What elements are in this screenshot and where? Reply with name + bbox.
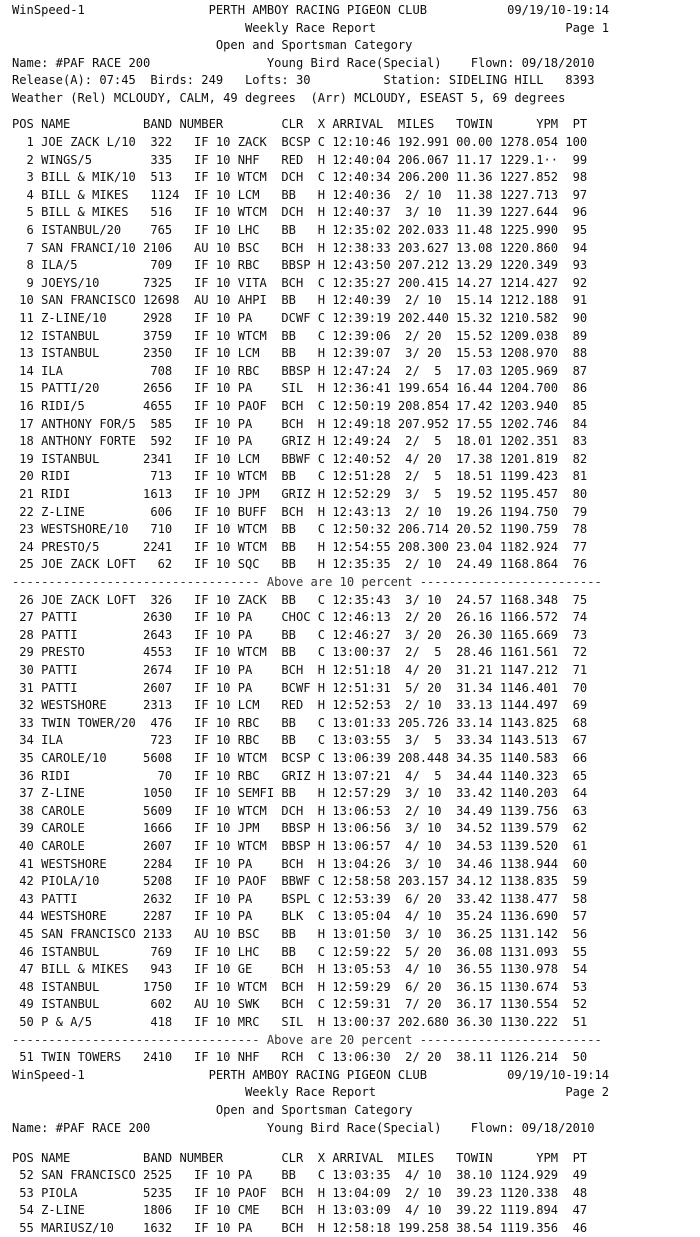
page2-header-line: Open and Sportsman Category <box>12 1103 413 1117</box>
result-row: 55 MARIUSZ/10 1632 IF 10 PA BCH H 12:58:18 199.258 38.54 1119.356 46 <box>12 1220 588 1235</box>
result-row: 17 ANTHONY FOR/5 585 IF 10 PA BCH H 12:49:18 207.952 17.55 1202.746 84 <box>12 416 588 431</box>
result-row: 37 Z-LINE 1050 IF 10 SEMFI BB H 12:57:29 3/ 10 33.42 1140.203 64 <box>12 786 588 801</box>
result-row: 52 SAN FRANCISCO 2525 IF 10 PA BB C 13:03:35 4/ 10 38.10 1124.929 49 <box>12 1168 588 1183</box>
result-row: 11 Z-LINE/10 2928 IF 10 PA DCWF C 12:39:19 202.440 15.32 1210.582 90 <box>12 311 588 325</box>
page2-header-line: Name: #PAF RACE 200 Young Bird Race(Special) Flown: 09/18/2010 <box>12 1120 595 1135</box>
result-row: 27 PATTI 2630 IF 10 PA CHOC C 12:46:13 2/ 20 26.16 1166.572 74 <box>12 610 588 625</box>
result-row: 54 Z-LINE 1806 IF 10 CME BCH H 13:03:09 4/ 10 39.22 1119.894 47 <box>12 1203 588 1218</box>
result-row: 13 ISTANBUL 2350 IF 10 LCM BB H 12:39:07 3/ 20 15.53 1208.970 88 <box>12 346 588 361</box>
result-row: 10 SAN FRANCISCO 12698 AU 10 AHPI BB H 12:40:39 2/ 10 15.14 1212.188 91 <box>12 293 588 308</box>
page1-header-line: Open and Sportsman Category <box>12 38 413 53</box>
result-row: 35 CAROLE/10 5608 IF 10 WTCM BCSP C 13:06:39 208.448 34.35 1140.583 66 <box>12 751 588 765</box>
result-row: 47 BILL & MIKES 943 IF 10 GE BCH H 13:05:53 4/ 10 36.55 1130.978 54 <box>12 962 588 977</box>
result-row: 18 ANTHONY FORTE 592 IF 10 PA GRIZ H 12:49:24 2/ 5 18.01 1202.351 83 <box>12 434 588 449</box>
page2-header-line: Weekly Race Report Page 2 <box>12 1085 610 1100</box>
result-row: 24 PRESTO/5 2241 IF 10 WTCM BB H 12:54:55 208.300 23.04 1182.924 77 <box>12 539 588 554</box>
result-row: 38 CAROLE 5609 IF 10 WTCM DCH H 13:06:53 2/ 10 34.49 1139.756 63 <box>12 803 588 818</box>
result-row: 42 PIOLA/10 5208 IF 10 PAOF BBWF C 12:58:58 203.157 34.12 1138.835 59 <box>12 874 588 889</box>
result-row: 41 WESTSHORE 2284 IF 10 PA BCH H 13:04:26 3/ 10 34.46 1138.944 60 <box>12 856 588 871</box>
result-row: 12 ISTANBUL 3759 IF 10 WTCM BB C 12:39:06 2/ 20 15.52 1209.038 89 <box>12 328 588 343</box>
result-row: 21 RIDI 1613 IF 10 JPM GRIZ H 12:52:29 3/ 5 19.52 1195.457 80 <box>12 487 588 501</box>
result-row: 22 Z-LINE 606 IF 10 BUFF BCH H 12:43:13 2/ 10 19.26 1194.750 79 <box>12 504 588 519</box>
result-row: 26 JOE ZACK LOFT 326 IF 10 ZACK BB C 12:35:43 3/ 10 24.57 1168.348 75 <box>12 592 588 607</box>
result-row: 48 ISTANBUL 1750 IF 10 WTCM BCH H 12:59:29 6/ 20 36.15 1130.674 53 <box>12 979 588 994</box>
result-row: 29 PRESTO 4553 IF 10 WTCM BB C 13:00:37 2/ 5 28.46 1161.561 72 <box>12 645 588 660</box>
result-row: 45 SAN FRANCISCO 2133 AU 10 BSC BB H 13:01:50 3/ 10 36.25 1131.142 56 <box>12 927 588 941</box>
page1-header-line: Name: #PAF RACE 200 Young Bird Race(Special) Flown: 09/18/2010 <box>12 55 595 70</box>
result-row: 14 ILA 708 IF 10 RBC BBSP H 12:47:24 2/ 5 17.03 1205.969 87 <box>12 363 588 378</box>
page2-header-line: WinSpeed-1 PERTH AMBOY RACING PIGEON CLUB 09/19/10-19:14 <box>12 1067 610 1082</box>
page1-header-line: Release(A): 07:45 Birds: 249 Lofts: 30 Station: SIDELING HILL 8393 <box>12 73 595 88</box>
result-row: 40 CAROLE 2607 IF 10 WTCM BBSP H 13:06:57 4/ 10 34.53 1139.520 61 <box>12 839 588 853</box>
result-row: 7 SAN FRANCI/10 2106 AU 10 BSC BCH H 12:38:33 203.627 13.08 1220.860 94 <box>12 240 588 255</box>
result-row: 23 WESTSHORE/10 710 IF 10 WTCM BB C 12:50:32 206.714 20.52 1190.759 78 <box>12 522 588 537</box>
column-header: POS NAME BAND NUMBER CLR X ARRIVAL MILES TOWIN YPM PT <box>12 117 588 132</box>
result-row: 1 JOE ZACK L/10 322 IF 10 ZACK BCSP C 12:10:46 192.991 00.00 1278.054 100 <box>12 135 588 149</box>
result-row: 33 TWIN TOWER/20 476 IF 10 RBC BB C 13:01:33 205.726 33.14 1143.825 68 <box>12 715 588 730</box>
result-row: 4 BILL & MIKES 1124 IF 10 LCM BB H 12:40:36 2/ 10 11.38 1227.713 97 <box>12 187 588 202</box>
result-row: 2 WINGS/5 335 IF 10 NHF RED H 12:40:04 206.067 11.17 1229.1·· 99 <box>12 152 588 167</box>
result-row: 43 PATTI 2632 IF 10 PA BSPL C 12:53:39 6/ 20 33.42 1138.477 58 <box>12 891 588 906</box>
result-row: 25 JOE ZACK LOFT 62 IF 10 SQC BB H 12:35:35 2/ 10 24.49 1168.864 76 <box>12 557 588 572</box>
result-row: 34 ILA 723 IF 10 RBC BB C 13:03:55 3/ 5 33.34 1143.513 67 <box>12 733 588 748</box>
result-row: 3 BILL & MIK/10 513 IF 10 WTCM DCH C 12:40:34 206.200 11.36 1227.852 98 <box>12 170 588 185</box>
result-row: 5 BILL & MIKES 516 IF 10 WTCM DCH H 12:40:37 3/ 10 11.39 1227.644 96 <box>12 205 588 220</box>
result-row: 28 PATTI 2643 IF 10 PA BB C 12:46:27 3/ 20 26.30 1165.669 73 <box>12 627 588 642</box>
result-row: 36 RIDI 70 IF 10 RBC GRIZ H 13:07:21 4/ 5 34.44 1140.323 65 <box>12 768 588 783</box>
result-row: 32 WESTSHORE 2313 IF 10 LCM RED H 12:52:53 2/ 10 33.13 1144.497 69 <box>12 698 588 713</box>
column-header: POS NAME BAND NUMBER CLR X ARRIVAL MILES TOWIN YPM PT <box>12 1150 588 1165</box>
result-row: 19 ISTANBUL 2341 IF 10 LCM BBWF C 12:40:52 4/ 20 17.38 1201.819 82 <box>12 451 588 466</box>
result-row: 31 PATTI 2607 IF 10 PA BCWF H 12:51:31 5/ 20 31.34 1146.401 70 <box>12 680 588 695</box>
result-row: 9 JOEYS/10 7325 IF 10 VITA BCH C 12:35:27 200.415 14.27 1214.427 92 <box>12 275 588 290</box>
result-row: 53 PIOLA 5235 IF 10 PAOF BCH H 13:04:09 2/ 10 39.23 1120.338 48 <box>12 1185 588 1200</box>
page1-header-line: Weekly Race Report Page 1 <box>12 20 610 35</box>
result-row: 44 WESTSHORE 2287 IF 10 PA BLK C 13:05:04 4/ 10 35.24 1136.690 57 <box>12 909 588 924</box>
result-row: 6 ISTANBUL/20 765 IF 10 LHC BB H 12:35:02 202.033 11.48 1225.990 95 <box>12 223 588 237</box>
result-row: 20 RIDI 713 IF 10 WTCM BB C 12:51:28 2/ 5 18.51 1199.423 81 <box>12 469 588 484</box>
result-row: 50 P & A/5 418 IF 10 MRC SIL H 13:00:37 202.680 36.30 1130.222 51 <box>12 1015 588 1029</box>
page1-header-line: Weather (Rel) MCLOUDY, CALM, 49 degrees (Arr) MCLOUDY, ESEAST 5, 69 degrees <box>12 91 566 105</box>
result-row: 30 PATTI 2674 IF 10 PA BCH H 12:51:18 4/ 20 31.21 1147.212 71 <box>12 663 588 677</box>
result-row: 39 CAROLE 1666 IF 10 JPM BBSP H 13:06:56 3/ 10 34.52 1139.579 62 <box>12 821 588 836</box>
result-row: 8 ILA/5 709 IF 10 RBC BBSP H 12:43:50 207.212 13.29 1220.349 93 <box>12 258 588 273</box>
result-row: 16 RIDI/5 4655 IF 10 PAOF BCH C 12:50:19 208.854 17.42 1203.940 85 <box>12 399 588 413</box>
result-row: 15 PATTI/20 2656 IF 10 PA SIL H 12:36:41 199.654 16.44 1204.700 86 <box>12 381 588 396</box>
percent-divider: ---------------------------------- Above are 10 percent ------------------------- <box>12 575 602 589</box>
result-row: 49 ISTANBUL 602 AU 10 SWK BCH C 12:59:31 7/ 20 36.17 1130.554 52 <box>12 997 588 1012</box>
result-row: 46 ISTANBUL 769 IF 10 LHC BB C 12:59:22 5/ 20 36.08 1131.093 55 <box>12 944 588 959</box>
page1-header-line: WinSpeed-1 PERTH AMBOY RACING PIGEON CLUB 09/19/10-19:14 <box>12 3 610 17</box>
percent-divider: ---------------------------------- Above are 20 percent ------------------------- <box>12 1032 602 1047</box>
result-row: 51 TWIN TOWERS 2410 IF 10 NHF RCH C 13:06:30 2/ 20 38.11 1126.214 50 <box>12 1050 588 1065</box>
